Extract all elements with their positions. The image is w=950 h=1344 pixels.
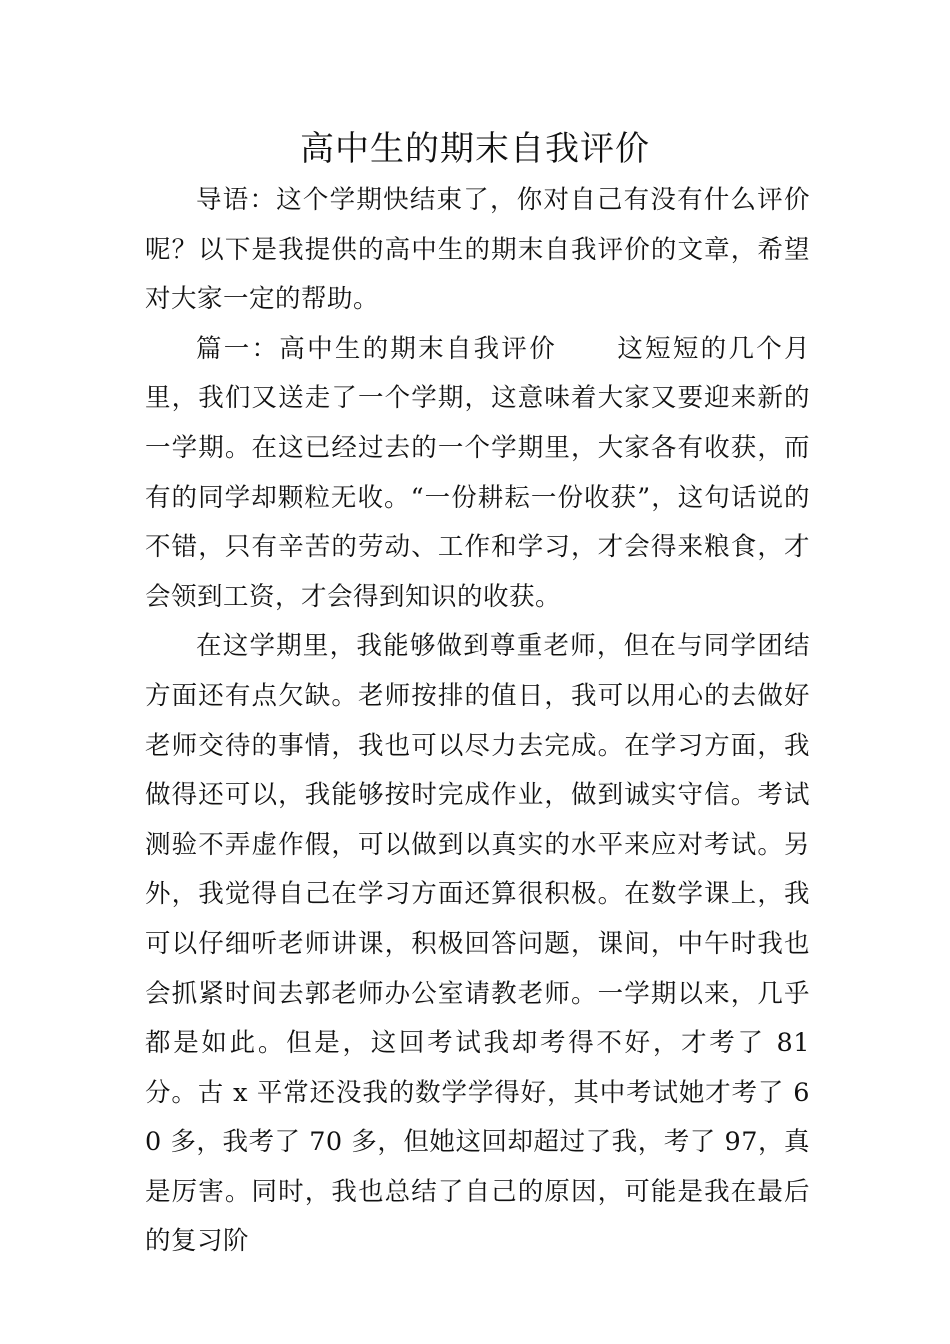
section-heading: 篇一：高中生的期末自我评价 [196,333,557,364]
section-one-text: 这短短的几个月里，我们又送走了一个学期，这意味着大家又要迎来新的一学期。在这已经过去的一个学期里，大家各有收获，而有的同学却颗粒无收。“一份耕耘一份收获”，这句话说的不错，只有辛苦的劳动、工作和学习，才会得来粮食，才会领到工资，才会得到知识的收获。 [145,333,810,612]
intro-paragraph: 导语：这个学期快结束了，你对自己有没有什么评价呢？以下是我提供的高中生的期末自我评价的文章，希望对大家一定的帮助。 [145,185,810,315]
document-title: 高中生的期末自我评价 [300,129,650,169]
section-one-paragraph [145,325,810,623]
document-body [145,176,810,1267]
section-two-paragraph: 在这学期里，我能够做到尊重老师，但在与同学团结方面还有点欠缺。老师按排的值日，我可以用心的去做好老师交待的事情，我也可以尽力去完成。在学习方面，我做得还可以，我能够按时完成作业，做到诚实守信。考试测验不弄虚作假，可以做到以真实的水平来应对考试。另外，我觉得自己在学习方面还算很积极。在数学课上，我可以仔细听老师讲课，积极回答问题，课间，中午时我也会抓紧时间去郭老师办公室请教老师。一学期以来，几乎都是如此。但是，这回考试我却考得不好，才考了 81 分。古 x 平常还没我的数学学得好，其中考试她才考了 60 多，我考了 70 多，但她这回却超过了我，考了 97，真是厉害。同时，我也总结了自己的原因，可能是我在最后的复习阶 [145,631,810,1257]
